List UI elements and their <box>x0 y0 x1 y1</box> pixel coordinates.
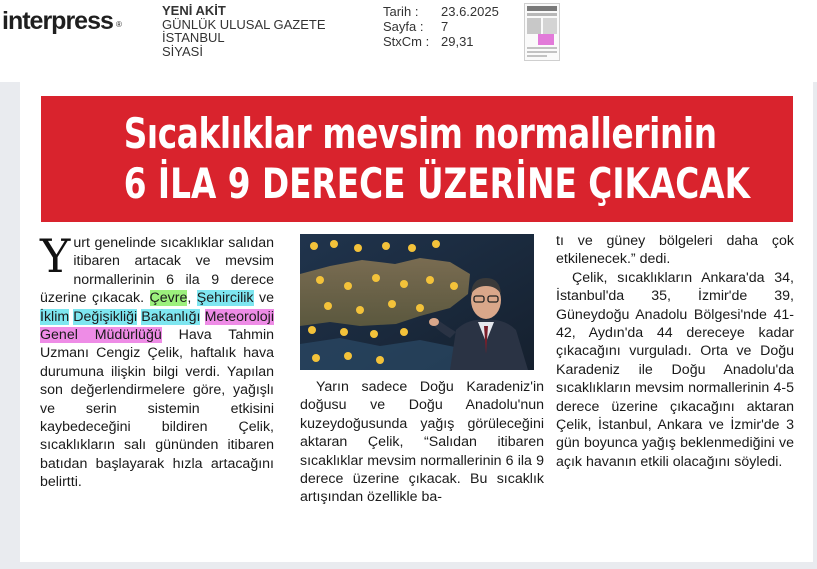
publication-info <box>162 4 326 58</box>
registered-mark: ® <box>115 20 122 29</box>
photo-illustration <box>300 234 534 370</box>
page-thumbnail[interactable] <box>524 3 560 61</box>
meta-date: Tarih : 23.6.2025 <box>383 4 499 19</box>
meta-page: Sayfa : 7 <box>383 19 449 34</box>
highlight-genel-mudurlugu: Genel Müdürlüğü <box>40 327 162 344</box>
publication-city: İSTANBUL <box>162 30 225 45</box>
article-column-2 <box>300 378 544 507</box>
highlight-sehircilik: Şehircilik <box>196 290 254 307</box>
newspaper-clipping <box>20 82 813 562</box>
highlight-cevre: Çevre <box>149 290 188 307</box>
logo-text: interpress <box>2 7 113 35</box>
headline-line-2: 6 İLA 9 DERECE ÜZERİNE ÇIKACAK <box>123 159 751 208</box>
drop-cap: Y <box>40 229 71 283</box>
headline-banner <box>41 96 793 222</box>
article-column-1 <box>40 229 274 492</box>
article-column-3 <box>556 232 794 471</box>
highlight-iklim: İklim <box>40 308 70 325</box>
highlight-degisikligi: Değişikliği <box>73 308 138 325</box>
meta-stxcm: StxCm : 29,31 <box>383 34 474 49</box>
publication-type: GÜNLÜK ULUSAL GAZETE <box>162 16 326 32</box>
weather-expert-photo <box>300 234 534 370</box>
headline-line-1: Sıcaklıklar mevsim normallerinin <box>123 109 717 158</box>
column-2-paragraph: Yarın sadece Doğu Karadeniz'in doğusu ve Doğu Anadolu'nun kuzeydoğusunda yağış görüleceğini aktaran Çelik, “Salıdan itibaren sıcaklıklar mevsim normallerinin 6 ila 9 derece üzerine çıkacak. Bu sıcaklık artışından özellikle ba- <box>300 379 544 506</box>
clipping-meta <box>383 4 499 49</box>
interpress-logo <box>2 6 122 36</box>
column-3-paragraph-1: tı ve güney bölgeleri daha çok etkilenecek.” dedi. <box>556 233 794 268</box>
highlight-meteoroloji: Meteoroloji <box>204 308 274 325</box>
clipping-header <box>0 0 817 82</box>
publication-name: YENİ AKİT <box>162 3 226 18</box>
publication-category: SİYASİ <box>162 43 203 59</box>
column-3-paragraph-2: Çelik, sıcaklıkların Ankara'da 34, İstanbul'da 35, İzmir'de 39, Güneydoğu Anadolu Bölgesi'nde 41-42, Aydın'da 44 dereceye kadar çıkacağını vurguladı. Orta ve Doğu Karadeniz ile Doğu Anadolu'da sıcaklıkların mevsim normallerinin 4-5 derece üzerine çıkacağını aktaran Çelik, İstanbul, Ankara ve İzmir'de 3 gün boyunca yağış beklenmediğini ve açık havanın etkili olacağını söyledi. <box>556 269 794 470</box>
column-1-paragraph: Yurt genelinde sıcaklıklar salıdan itibaren artacak ve mevsim normallerinin 6 ila 9 derece üzerine çıkacak. Çevre, Şehircilik ve İklim Değişikliği Bakanlığı Meteoroloji Genel Müdürlüğü Hava Tahmin Uzmanı Cengiz Çelik, haftalık hava durumuna ilişkin bilgi verdi. Yapılan son değerlendirmelere göre, yağışlı ve serin sistemin etkisini kaybedeceğini bildiren Çelik, sıcaklıkların salı gününden itibaren batıdan başlayarak hızla artacağını belirtti. <box>40 229 274 491</box>
clip-location-marker <box>538 34 554 45</box>
highlight-bakanligi: Bakanlığı <box>141 308 201 325</box>
